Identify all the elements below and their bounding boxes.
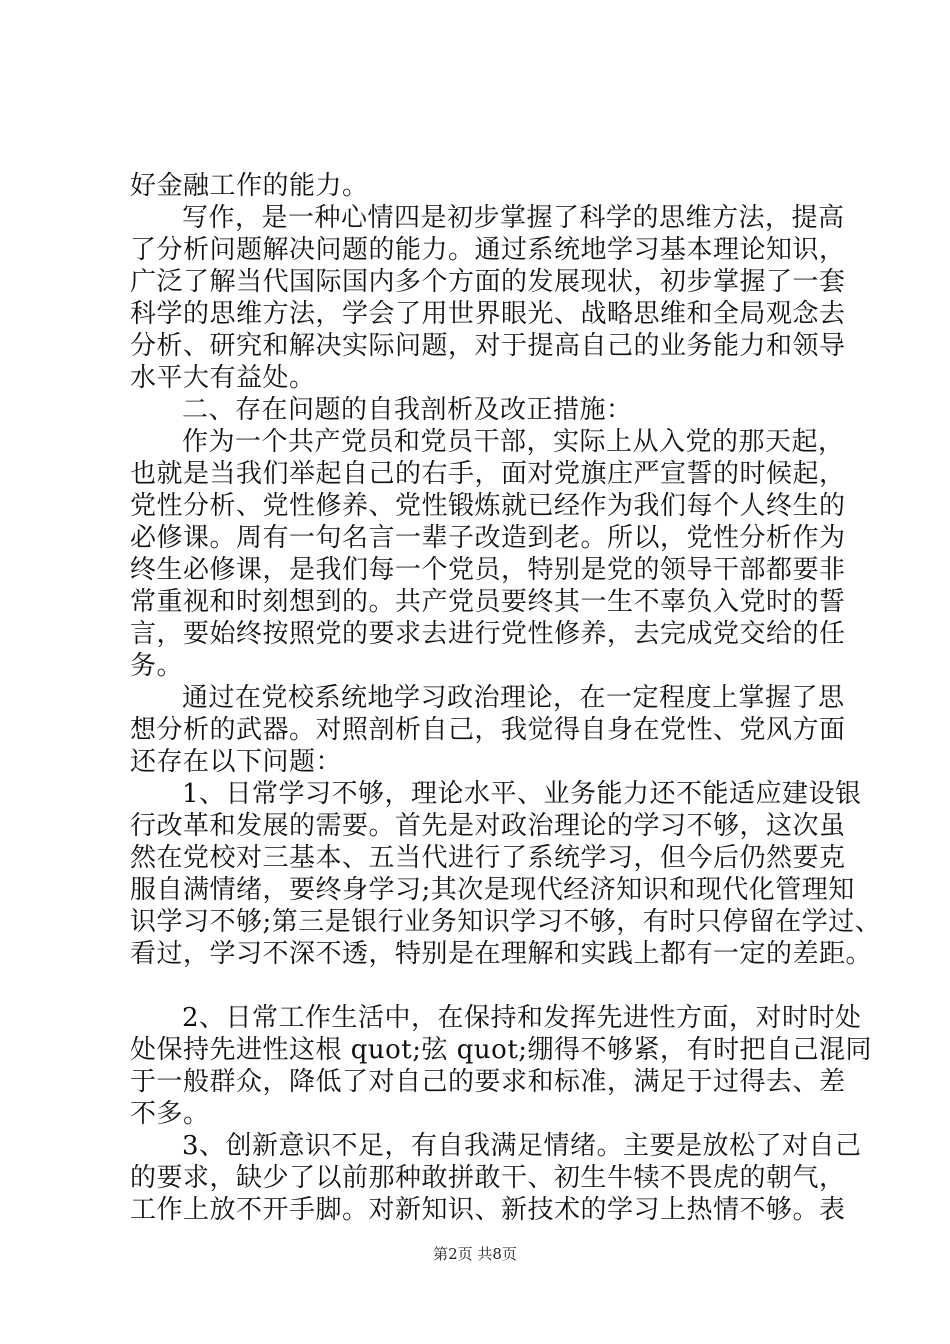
text-line: 水平大有益处。	[130, 363, 316, 393]
text-line: 2、日常工作生活中，在保持和发挥先进性方面，对时时处	[182, 1003, 862, 1033]
text-line: 行改革和发展的需要。首先是对政治理论的学习不够，这次虽	[130, 811, 846, 841]
text-line: 然在党校对三基本、五当代进行了系统学习，但今后仍然要克	[130, 843, 846, 873]
text-line: 工作上放不开手脚。对新知识、新技术的学习上热情不够。表	[130, 1195, 846, 1225]
text-line: 作为一个共产党员和党员干部，实际上从入党的那天起，	[182, 427, 845, 457]
text-line: 也就是当我们举起自己的右手，面对党旗庄严宣誓的时候起，	[130, 459, 846, 489]
text-line: 党性分析、党性修养、党性锻炼就已经作为我们每个人终生的	[130, 491, 846, 521]
text-line: 处保持先进性这根 quot;弦 quot;绷得不够紧，有时把自己混同	[130, 1035, 873, 1065]
text-line: 识学习不够;第三是银行业务知识学习不够，有时只停留在学过、	[130, 907, 882, 937]
text-line: 服自满情绪，要终身学习;其次是现代经济知识和现代化管理知	[130, 875, 855, 905]
text-line: 常重视和时刻想到的。共产党员要终其一生不辜负入党时的誓	[130, 587, 846, 617]
text-line: 3、创新意识不足，有自我满足情绪。主要是放松了对自己	[182, 1131, 862, 1161]
text-line: 想分析的武器。对照剖析自己，我觉得自身在党性、党风方面	[130, 715, 846, 745]
section-heading: 二、存在问题的自我剖析及改正措施：	[182, 395, 633, 425]
text-line: 看过，学习不深不透，特别是在理解和实践上都有一定的差距。	[130, 939, 873, 969]
text-line: 的要求，缺少了以前那种敢拼敢干、初生牛犊不畏虎的朝气，	[130, 1163, 846, 1193]
text-line: 务。	[130, 651, 184, 681]
text-line: 不多。	[130, 1099, 210, 1129]
text-line: 了分析问题解决问题的能力。通过系统地学习基本理论知识，	[130, 235, 846, 265]
text-line: 还存在以下问题：	[130, 747, 343, 777]
text-line: 终生必修课，是我们每一个党员，特别是党的领导干部都要非	[130, 555, 846, 585]
text-line: 言，要始终按照党的要求去进行党性修养，去完成党交给的任	[130, 619, 846, 649]
text-line: 于一般群众，降低了对自己的要求和标准，满足于过得去、差	[130, 1067, 846, 1097]
blank-line	[130, 970, 830, 1002]
text-line: 通过在党校系统地学习政治理论，在一定程度上掌握了思	[182, 683, 845, 713]
text-line: 科学的思维方法，学会了用世界眼光、战略思维和全局观念去	[130, 299, 846, 329]
text-line: 必修课。周有一句名言一辈子改造到老。所以，党性分析作为	[130, 523, 846, 553]
text-line: 分析、研究和解决实际问题，对于提高自己的业务能力和领导	[130, 331, 846, 361]
text-line: 1、日常学习不够，理论水平、业务能力还不能适应建设银	[182, 779, 862, 809]
page-number-footer: 第2页 共8页	[433, 1245, 517, 1263]
document-body	[130, 170, 882, 1226]
text-line: 好金融工作的能力。	[130, 171, 369, 201]
text-line: 广泛了解当代国际国内多个方面的发展现状，初步掌握了一套	[130, 267, 846, 297]
text-line: 写作，是一种心情四是初步掌握了科学的思维方法，提高	[182, 203, 845, 233]
